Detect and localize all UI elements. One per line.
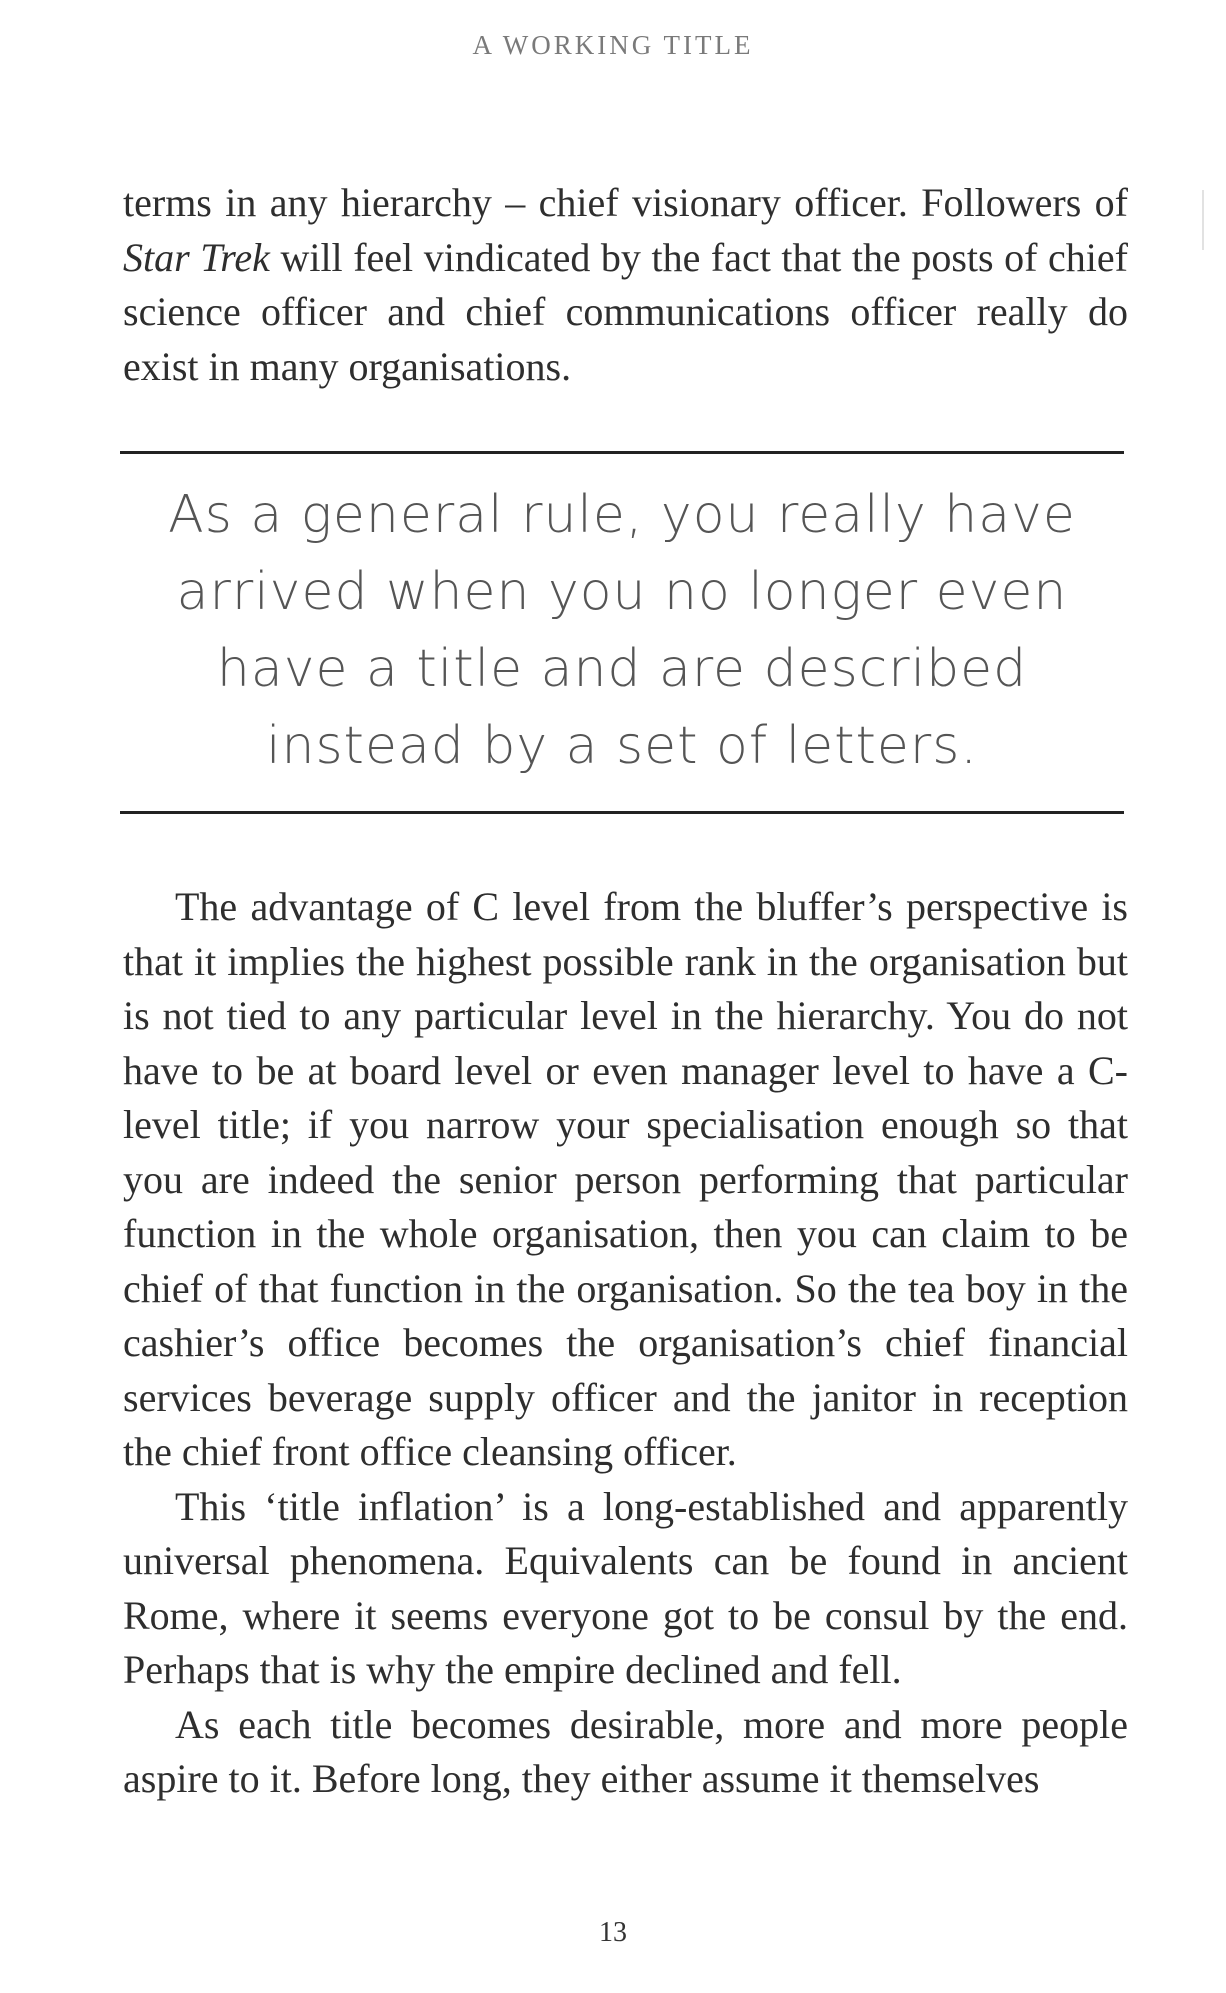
- pullquote-top-rule: [120, 451, 1124, 454]
- body-text: [123, 880, 1128, 1807]
- page-number: 13: [599, 1917, 627, 1948]
- body-paragraph-3: As each title becomes desirable, more and more people aspire to it. Before long, they either assume it themselves: [123, 1701, 1128, 1801]
- intro-text: [123, 176, 1128, 394]
- intro-paragraph: [123, 176, 1128, 394]
- intro-italic-title: Star Trek: [123, 234, 270, 280]
- intro-text-after: will feel vindicated by the fact that the posts of chief science officer and chief communications officer really do exist in many organisations.: [123, 234, 1128, 389]
- running-head: A WORKING TITLE: [472, 30, 754, 60]
- intro-text-before: terms in any hierarchy – chief visionary officer. Followers of: [123, 180, 1128, 225]
- body-paragraph-2: This ‘title inflation’ is a long-established and apparently universal phenomena. Equivalents can be found in ancient Rome, where it seems everyone got to be consul by the end. Perhaps that is why the empire declined and fell.: [123, 1483, 1128, 1692]
- pullquote: As a general rule, you really have arrived when you no longer even have a title and are described instead by a set of letters.: [168, 485, 1076, 776]
- body-paragraph-1: The advantage of C level from the bluffer’s perspective is that it implies the highest possible rank in the organisation but is not tied to any particular level in the hierarchy. You do not have to be at board level or even manager level to have a C-level title; if you narrow your specialisation enough so that you are indeed the senior person performing that particular function in the whole organisation, then you can claim to be chief of that function in the organisation. So the tea boy in the cashier’s office becomes the organisation’s chief financial services beverage supply officer and the janitor in reception the chief front office cleansing officer.: [123, 884, 1128, 1474]
- pullquote-bottom-rule: [120, 811, 1124, 814]
- margin-mark: [1202, 190, 1204, 250]
